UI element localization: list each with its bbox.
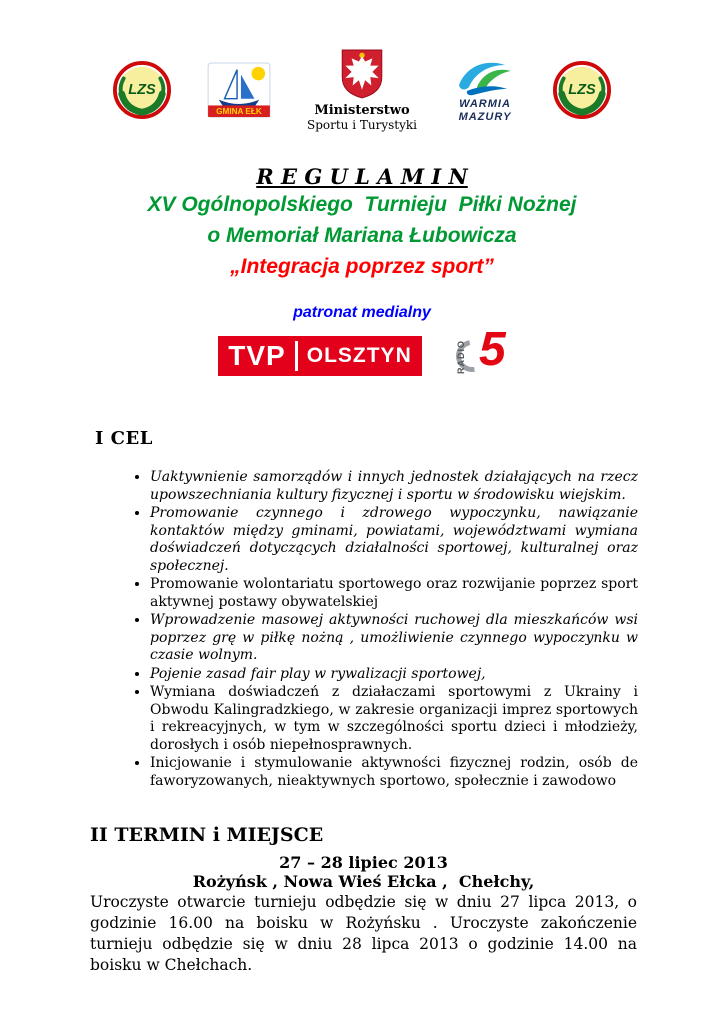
termin-date: 27 – 28 lipiec 2013 bbox=[279, 853, 448, 872]
warmia-mazury-logo bbox=[453, 57, 517, 122]
tvp-logo-divider bbox=[295, 341, 298, 371]
warmia-mazury-logo-icon bbox=[453, 57, 517, 97]
termin-paragraph: Uroczyste otwarcie turnieju odbędzie się w dniu 27 lipca 2013, o godzinie 16.00 na boisku w Rożyńsku . Uroczyste zakończenie turnieju odbędzie się w dniu 28 lipca 2013 o godzinie 14.00 na boisku w Chełchach. bbox=[90, 893, 637, 974]
section-heading-cel: I CEL bbox=[95, 428, 153, 449]
ministry-emblem-icon bbox=[339, 48, 385, 100]
tvp-logo-city: OLSZTYN bbox=[306, 344, 412, 367]
lzs-logo-left bbox=[113, 61, 171, 119]
list-item: • Uaktywnienie samorządów i innych jednostek działających na rzecz upowszechniania kultury fizycznej i sportu w środowisku wiejskim. bbox=[150, 469, 638, 504]
tournament-subtitle: XV Ogólnopolskiego Turnieju Piłki Nożnej bbox=[147, 193, 577, 216]
radio5-number: 5 bbox=[479, 323, 506, 376]
lzs-logo-text: LZS bbox=[568, 81, 596, 98]
media-logo-row bbox=[0, 323, 724, 382]
list-item: • Pojenie zasad fair play w rywalizacji sportowej, bbox=[150, 666, 638, 684]
motto-line: „Integracja poprzez sport” bbox=[230, 255, 494, 278]
warmia-mazury-name bbox=[459, 98, 512, 122]
lzs-logo-right bbox=[553, 61, 611, 119]
ministry-logo bbox=[307, 48, 417, 132]
ministry-name-line1: Ministerstwo bbox=[314, 103, 410, 118]
lzs-logo-text: LZS bbox=[128, 81, 156, 98]
radio5-word: RADIO bbox=[455, 340, 466, 374]
title-block bbox=[0, 164, 724, 282]
gmina-elk-logo bbox=[207, 62, 271, 118]
gmina-elk-logo-icon bbox=[207, 62, 271, 118]
ministry-name-line2: Sportu i Turystyki bbox=[307, 118, 417, 132]
ministry-name bbox=[307, 103, 417, 132]
warmia-name-line2: MAZURY bbox=[458, 110, 512, 123]
list-item: • Promowanie wolontariatu sportowego oraz rozwijanie poprzez sport aktywnej postawy obywatelskiej bbox=[150, 576, 638, 611]
lzs-logo-icon bbox=[553, 61, 611, 119]
cel-bullet-list bbox=[133, 469, 638, 790]
termin-places: Rożyńsk , Nowa Wieś Ełcka , Chełchy, bbox=[192, 872, 535, 891]
list-item: • Inicjowanie i stymulowanie aktywności fizycznej rodzin, osób de faworyzowanych, nieaktywnych sportowo, społecznie i zawodowo bbox=[150, 755, 638, 790]
section-termin bbox=[0, 824, 724, 976]
memorial-subtitle: o Memoriał Mariana Łubowicza bbox=[207, 224, 517, 247]
radio5-logo bbox=[452, 323, 506, 382]
gmina-elk-logo-text: GMINA EŁK bbox=[216, 107, 262, 117]
patronat-label: patronat medialny bbox=[293, 304, 431, 321]
list-item: • Wymiana doświadczeń z działaczami sportowymi z Ukrainy i Obwodu Kalingradzkiego, w zakresie organizacji imprez sportowych i rekreacyjnych, w tym w szczególności sportu dzieci i młodzieży, dorosłych i osób niepełnosprawnych. bbox=[150, 684, 638, 754]
section-heading-termin: II TERMIN i MIEJSCE bbox=[90, 824, 324, 846]
tvp-logo-text: TVP bbox=[228, 340, 286, 371]
tvp-olsztyn-logo bbox=[218, 336, 421, 376]
lzs-logo-icon bbox=[113, 61, 171, 119]
section-cel bbox=[0, 428, 724, 790]
list-item: • Promowanie czynnego i zdrowego wypoczynku, nawiązanie kontaktów między gminami, powiatami, województwami wymiana doświadczeń dotyczących działalności sportowej, kulturalnej oraz społecznej. bbox=[150, 505, 638, 575]
list-item: • Wprowadzenie masowej aktywności ruchowej dla mieszkańców wsi poprzez grę w piłkę nożną , umożliwienie czynnego wypoczynku w czasie wolnym. bbox=[150, 612, 638, 665]
document-title: R E G U L A M I N bbox=[256, 164, 468, 189]
partner-logo-row bbox=[0, 0, 724, 132]
warmia-name-line1: WARMIA bbox=[459, 98, 511, 111]
